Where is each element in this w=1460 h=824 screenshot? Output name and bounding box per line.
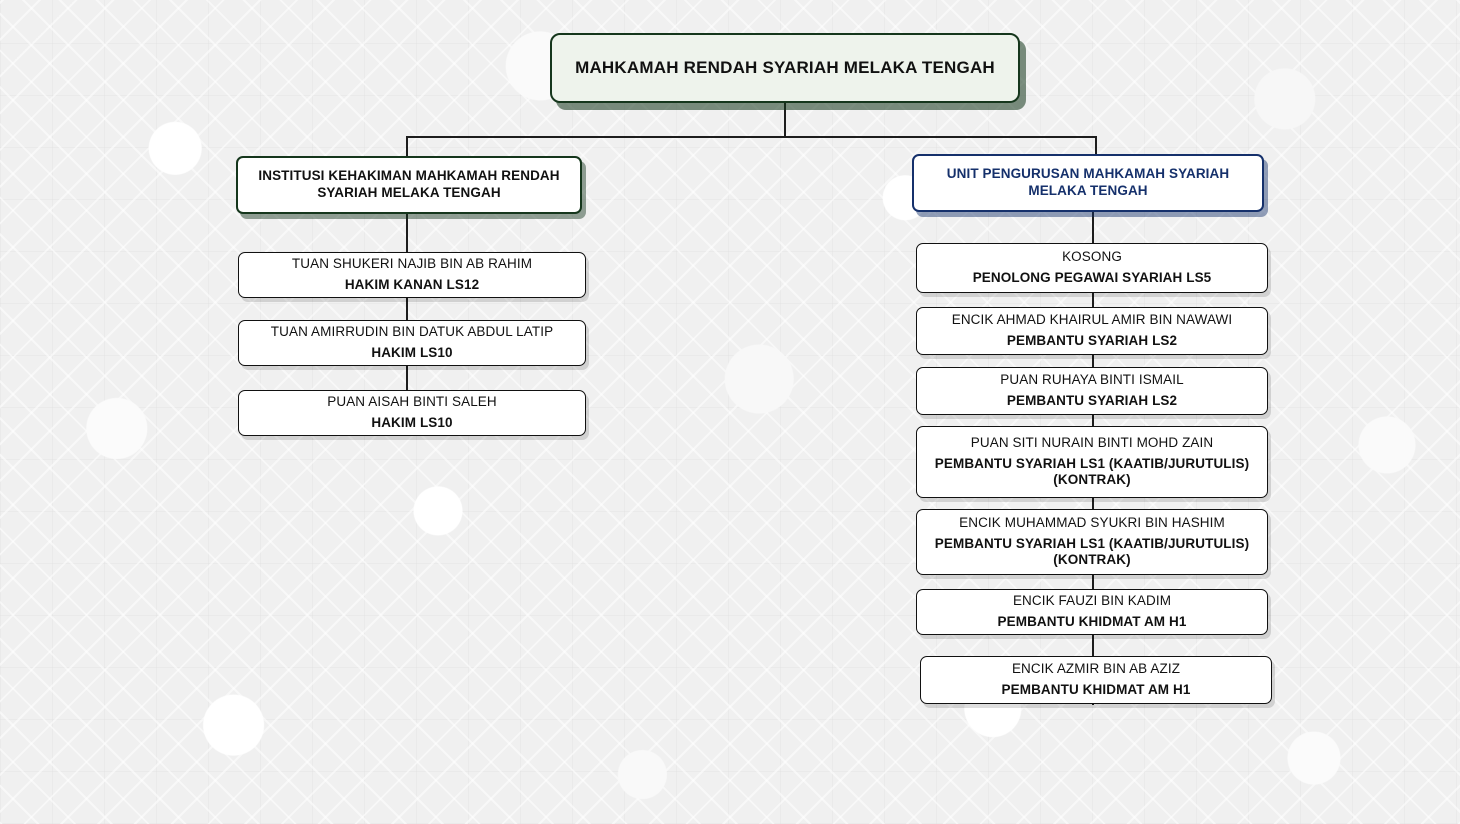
staff-position: HAKIM KANAN LS12 (344, 277, 480, 292)
staff-position: PEMBANTU SYARIAH LS1 (KAATIB/JURUTULIS)(KONTRAK) (934, 455, 1250, 488)
staff-position: PEMBANTU SYARIAH LS2 (1006, 333, 1178, 348)
staff-position: HAKIM LS10 (371, 415, 453, 430)
staff-node-hakim-ls10-aisah[interactable] (238, 390, 586, 436)
root-node-title: MAHKAMAH RENDAH SYARIAH MELAKA TENGAH (575, 57, 995, 77)
staff-name: ENCIK AZMIR BIN AB AZIZ (1011, 661, 1181, 677)
staff-node-hakim-ls10-amirrudin[interactable] (238, 320, 586, 366)
staff-name: ENCIK AHMAD KHAIRUL AMIR BIN NAWAWI (951, 312, 1233, 328)
branch-header-label: INSTITUSI KEHAKIMAN MAHKAMAH RENDAH SYARIAH MELAKA TENGAH (258, 168, 560, 200)
connector-root-horizontal (406, 136, 1096, 138)
staff-name: PUAN AISAH BINTI SALEH (327, 394, 497, 410)
staff-name: ENCIK MUHAMMAD SYUKRI BIN HASHIM (959, 514, 1225, 530)
staff-position: PENOLONG PEGAWAI SYARIAH LS5 (972, 270, 1212, 285)
staff-node-pembantu-syariah-ls1-muhammad-syukri[interactable] (916, 509, 1268, 575)
staff-name: PUAN RUHAYA BINTI ISMAIL (1000, 372, 1184, 388)
staff-node-penolong-pegawai-syariah-ls5[interactable] (916, 243, 1268, 293)
staff-position: PEMBANTU SYARIAH LS2 (1006, 393, 1178, 408)
staff-node-pembantu-syariah-ls2-ruhaya[interactable] (916, 367, 1268, 415)
staff-name: TUAN AMIRRUDIN BIN DATUK ABDUL LATIP (270, 324, 554, 340)
connector-left-branch-down (406, 136, 408, 158)
branch-header-label: UNIT PENGURUSAN MAHKAMAH SYARIAH MELAKA TENGAH (946, 166, 1230, 198)
staff-position: PEMBANTU KHIDMAT AM H1 (1001, 682, 1191, 697)
staff-name: KOSONG (1062, 249, 1122, 265)
staff-name: ENCIK FAUZI BIN KADIM (1012, 593, 1172, 609)
staff-name: TUAN SHUKERI NAJIB BIN AB RAHIM (291, 256, 533, 272)
staff-node-pembantu-khidmat-am-h1-fauzi[interactable] (916, 589, 1268, 635)
staff-name: PUAN SITI NURAIN BINTI MOHD ZAIN (970, 434, 1214, 450)
staff-node-pembantu-syariah-ls1-siti-nurain[interactable] (916, 426, 1268, 498)
staff-position: PEMBANTU KHIDMAT AM H1 (997, 614, 1187, 629)
root-node-mahkamah-rendah-syariah-melaka-tengah[interactable] (550, 33, 1020, 103)
connector-right-branch-down (1095, 136, 1097, 156)
branch-header-institusi-kehakiman[interactable] (236, 156, 582, 214)
branch-header-unit-pengurusan[interactable] (912, 154, 1264, 212)
staff-node-pembantu-khidmat-am-h1-azmir[interactable] (920, 656, 1272, 704)
connector-root-down (784, 103, 786, 137)
staff-position: HAKIM LS10 (371, 345, 453, 360)
staff-node-hakim-kanan-ls12[interactable] (238, 252, 586, 298)
staff-position: PEMBANTU SYARIAH LS1 (KAATIB/JURUTULIS)(KONTRAK) (934, 535, 1250, 568)
staff-node-pembantu-syariah-ls2-ahmad-khairul[interactable] (916, 307, 1268, 355)
